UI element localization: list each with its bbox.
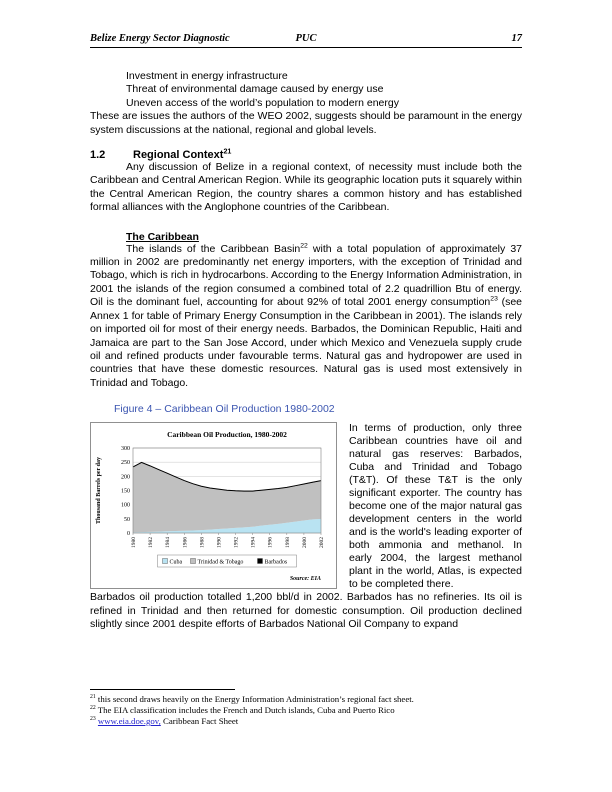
subheading-caribbean: The Caribbean	[126, 230, 199, 243]
header-rule	[90, 47, 522, 48]
footnote-number: 22	[90, 705, 96, 712]
x-tick-label: 1996	[267, 537, 274, 549]
para-production: In terms of production, only three Caribbean countries have oil and natural gas reserves: Barbados, Cuba and Trinidad and Tobago (T&T). Of these T&T is the only significant exporter. The country has become one of the major natural gas development centers in the world and is the world's leading exporter of both ammonia and methanol. In early 2004, the largest methanol plant in the world, Atlas, is expected to be completed there.	[349, 422, 522, 591]
legend-swatch	[163, 559, 168, 564]
x-tick-label: 1994	[250, 537, 257, 549]
footnote-ref-21: 21	[223, 147, 232, 156]
y-tick-label: 50	[124, 516, 130, 523]
x-tick-label: 1982	[148, 537, 155, 549]
y-tick-label: 200	[121, 474, 130, 481]
x-tick-label: 1984	[165, 537, 172, 549]
page-content	[90, 33, 522, 631]
chart-source: Source: EIA	[289, 576, 321, 583]
footnote-21	[90, 694, 522, 705]
footnote-rule	[90, 689, 235, 690]
legend-label: Trinidad & Tobago	[197, 559, 244, 566]
x-tick-label: 1998	[284, 537, 291, 549]
footnote-link-eia[interactable]: www.eia.doe.gov,	[97, 716, 161, 726]
section-number: 1.2	[90, 149, 106, 162]
legend-label: Cuba	[169, 559, 183, 566]
issue-list	[126, 70, 522, 110]
legend-swatch	[258, 559, 263, 564]
figure-row	[90, 422, 522, 591]
x-tick-label: 1986	[182, 537, 189, 549]
page-header	[90, 33, 522, 44]
para-weo: These are issues the authors of the WEO 2002, suggests should be paramount in the energy system discussions at the national, regional and global levels.	[90, 110, 522, 136]
issue-item: Threat of environmental damage caused by energy use	[126, 83, 384, 96]
y-tick-label: 100	[121, 502, 130, 509]
para-regional: Any discussion of Belize in a regional context, of necessity must include both the Caribbean and Central American Region. While its geographic location puts it squarely within the Central American Region, the country shares a common history and has established formal alliances with the Anglophone countries of the Caribbean.	[90, 161, 522, 214]
section-title: Regional Context	[133, 149, 224, 162]
footnote-ref-23: 23	[490, 295, 498, 303]
footnote-number: 23	[90, 716, 96, 723]
footnote-text: The EIA classification includes the French and Dutch islands, Cuba and Puerto Rico	[97, 705, 395, 715]
y-tick-label: 150	[121, 488, 130, 495]
y-tick-label: 300	[121, 446, 130, 453]
chart-title: Caribbean Oil Production, 1980-2002	[167, 430, 287, 440]
footnote-text: Caribbean Fact Sheet	[160, 716, 239, 726]
figure-caption: Figure 4 – Caribbean Oil Production 1980-2002	[114, 403, 335, 416]
footnotes	[90, 689, 522, 727]
x-tick-label: 1990	[216, 537, 223, 549]
x-tick-label: 1980	[131, 537, 137, 549]
x-tick-label: 1988	[199, 537, 206, 549]
header-center: PUC	[295, 33, 317, 44]
legend-label: Barbados	[264, 559, 288, 566]
footnote-number: 21	[90, 694, 96, 701]
para-barbados: Barbados oil production totalled 1,200 bbl/d in 2002. Barbados has no refineries. Its oil is refined in Trinidad and then returned for domestic consumption. Oil production declined slightly since 2001 despite efforts of Barbados National Oil Company to expand	[90, 591, 522, 630]
y-tick-label: 0	[127, 531, 130, 538]
header-page-number: 17	[511, 33, 522, 44]
para-islands	[90, 243, 522, 390]
figure-image	[90, 422, 337, 589]
x-tick-label: 1992	[233, 537, 240, 549]
para-islands-text: The islands of the Caribbean Basin	[126, 242, 301, 255]
footnote-22	[90, 705, 522, 716]
footnote-23	[90, 716, 522, 727]
caribbean-oil-chart	[91, 423, 336, 588]
para-islands-text: (see Annex 1 for table of Primary Energy Consumption in the Caribbean in 2001). The islands rely on imported oil for most of their energy needs. Barbados, the Dominican Republic, Haiti and Jamaica are part to the San Jose Accord, under which Mexico and Venezuela supply crude oil and refined products under favourable terms. Natural gas and hydropower are used in countries that have these domestic resources. Natural gas is used most extensively in Trinidad and Tobago.	[90, 296, 522, 389]
y-tick-label: 250	[121, 460, 130, 467]
x-tick-label: 2000	[301, 537, 308, 549]
y-axis-label: Thousand Barrels per day	[96, 457, 102, 525]
para-islands-text: with a total population of approximately 37 million in 2002 are predominantly net energy importers, with the exception of Trinidad and Tobago, which is rich in hydrocarbons. According to the Energy Information Administration, in 2001 the islands of the region consumed a combined total of 2.2 quadrillion Btu of energy. Oil is the dominant fuel, accounting for about 92% of total 2001 energy consumption	[90, 242, 522, 309]
section-heading	[90, 149, 522, 161]
footnote-text: this second draws heavily on the Energy Information Administration’s regional fact sheet.	[97, 694, 414, 704]
issue-item: Uneven access of the world’s population to modern energy	[126, 96, 399, 109]
header-left: Belize Energy Sector Diagnostic	[90, 33, 230, 44]
legend-swatch	[191, 559, 196, 564]
footnote-ref-22: 22	[300, 242, 308, 250]
issue-item: Investment in energy infrastructure	[126, 70, 288, 82]
x-tick-label: 2002	[319, 537, 325, 549]
